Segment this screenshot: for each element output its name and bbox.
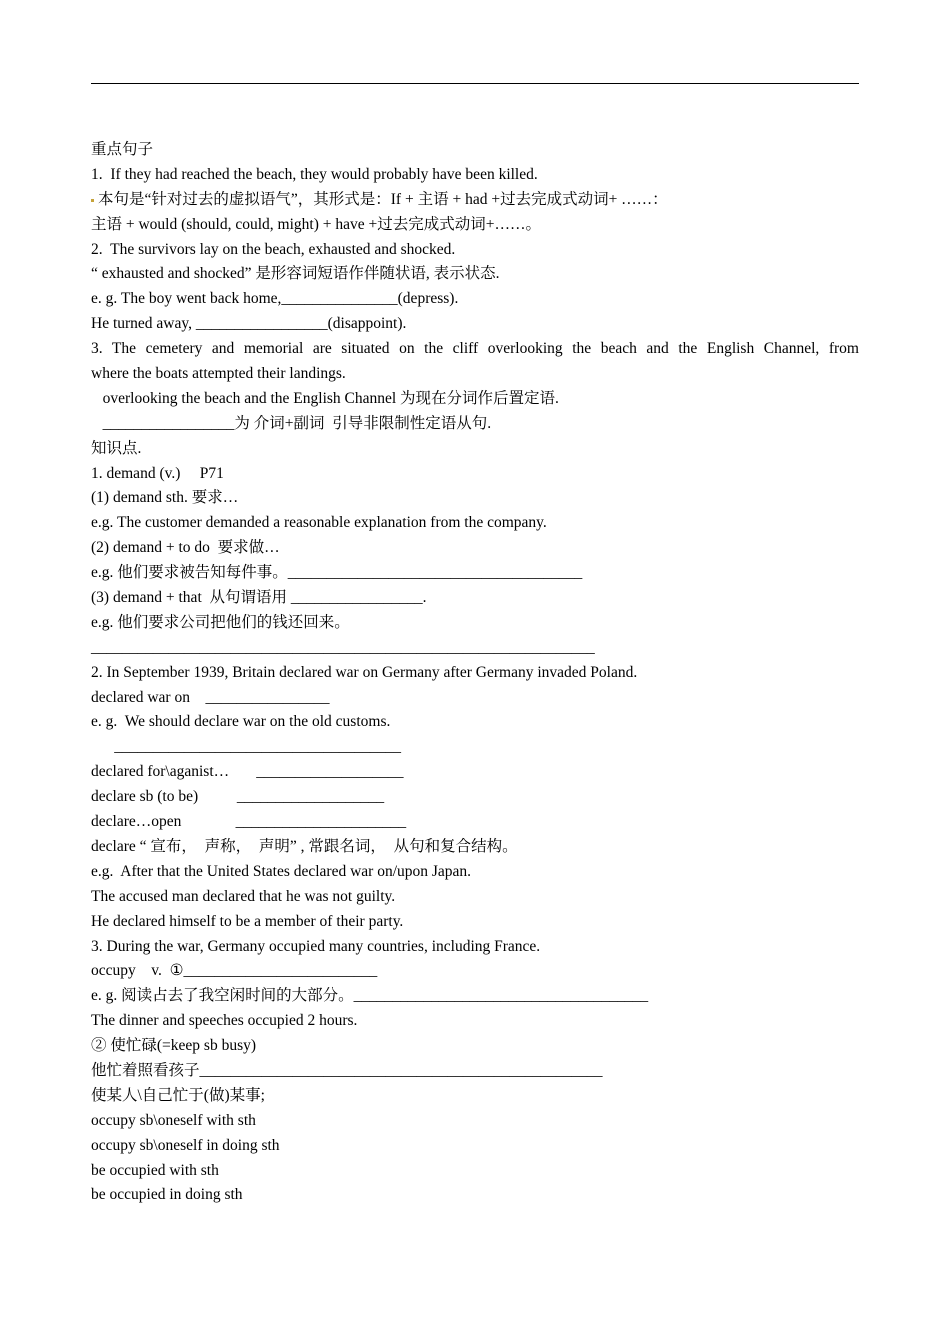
point-declare: 2. In September 1939, Britain declared war on Germany after Germany invaded Poland. [91,663,638,681]
document-body [91,138,859,1208]
declare-open: declare…open ______________________ [91,813,407,831]
declare-sb-to-be: declare sb (to be) ___________________ [91,788,385,806]
sentence-1: 1. If they had reached the beach, they would probably have been killed. [91,165,538,183]
occupy-meaning-2: ② 使忙碌(=keep sb busy) [91,1037,257,1055]
sentence-1-note-cont: 主语 + would (should, could, might) + have +过去完成式动词+……。 [91,215,541,233]
occupy-usage-4: be occupied in doing sth [91,1186,243,1204]
declare-war-on: declared war on ________________ [91,688,330,706]
declare-example-1-blank: _____________________________________ [91,738,401,756]
sentence-2-note: “ exhausted and shocked” 是形容词短语作伴随状语, 表示状态. [91,265,500,283]
point-occupy: 3. During the war, Germany occupied many countries, including France. [91,937,541,955]
example-disappoint: He turned away, _________________(disappoint). [91,315,407,333]
example-depress: e. g. The boy went back home,_______________(depress). [91,290,459,308]
demand-example-3: e.g. 他们要求公司把他们的钱还回来。 [91,613,350,631]
declare-meaning: declare “ 宣布， 声称， 声明” , 常跟名词， 从句和复合结构。 [91,837,518,855]
sentence-3-note: overlooking the beach and the English Channel 为现在分词作后置定语. [91,389,559,407]
declare-example-4: He declared himself to be a member of their party. [91,912,404,930]
occupy-meaning-1: occupy v. ①_________________________ [91,962,378,980]
occupy-usage-2: occupy sb\oneself in doing sth [91,1136,280,1154]
sentence-3-blank: _________________为 介词+副词 引导非限制性定语从句. [91,414,492,432]
declare-example-3: The accused man declared that he was not guilty. [91,887,396,905]
point-demand: 1. demand (v.) P71 [91,464,224,482]
occupy-usage-heading: 使某人\自己忙于(做)某事; [91,1086,265,1104]
demand-usage-2: (2) demand + to do 要求做… [91,539,280,557]
declare-for-against: declared for\aganist… ___________________ [91,763,404,781]
declare-example-1: e. g. We should declare war on the old customs. [91,713,391,731]
sentence-3: 3. The cemetery and memorial are situated on the cliff overlooking the beach and the English Channel, from [91,340,859,358]
demand-usage-1: (1) demand sth. 要求… [91,489,239,507]
section-heading-knowledge: 知识点. [91,439,142,457]
sentence-1-note [91,188,859,213]
bullet-dot-icon [91,199,94,202]
declare-example-2: e.g. After that the United States declared war on/upon Japan. [91,862,472,880]
section-heading-key-sentences: 重点句子 [91,141,154,158]
occupy-usage-3: be occupied with sth [91,1161,219,1179]
occupy-usage-1: occupy sb\oneself with sth [91,1111,256,1129]
occupy-example-2: The dinner and speeches occupied 2 hours. [91,1012,358,1030]
occupy-example-1: e. g. 阅读占去了我空闲时间的大部分。______________________________________ [91,987,649,1005]
demand-example-2: e.g. 他们要求被告知每件事。______________________________________ [91,564,583,582]
sentence-1-note-text: 本句是“针对过去的虚拟语气”，其形式是：If + 主语 + had +过去完成式动词+ ……： [98,190,668,208]
sentence-2: 2. The survivors lay on the beach, exhausted and shocked. [91,240,456,258]
occupy-example-3: 他忙着照看孩子____________________________________________________ [91,1061,603,1079]
sentence-3-cont: where the boats attempted their landings. [91,365,346,383]
demand-answer-blank: _________________________________________________________________ [91,638,595,656]
demand-example-1: e.g. The customer demanded a reasonable explanation from the company. [91,514,547,532]
header-rule [91,83,859,84]
demand-usage-3: (3) demand + that 从句谓语用 _________________. [91,589,427,607]
